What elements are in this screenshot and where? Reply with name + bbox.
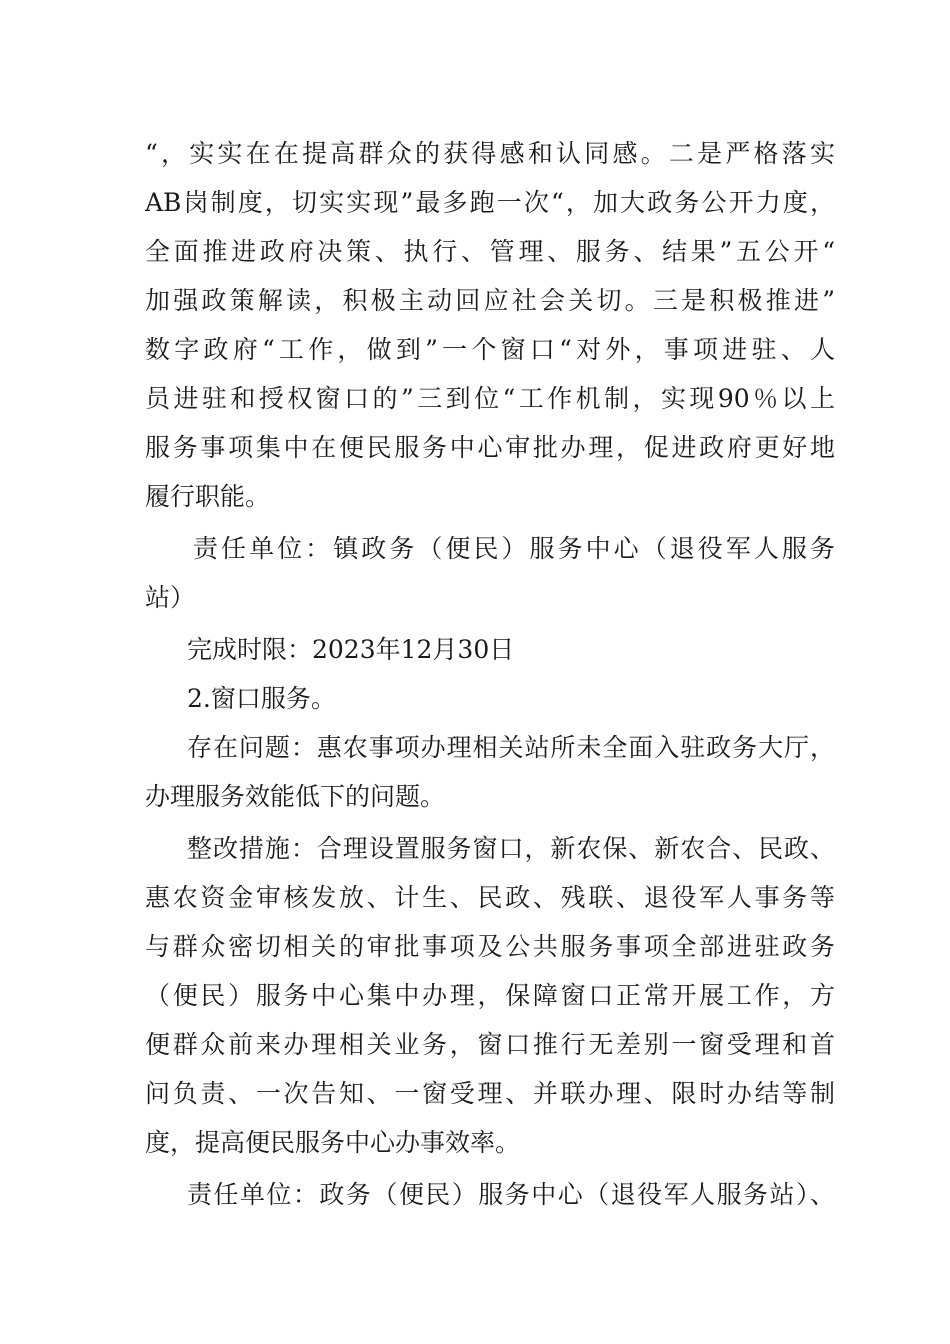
paragraph-rectification-measures <box>145 824 835 1167</box>
text-line: （便民）服务中心集中办理，保障窗口正常开展工作，方 <box>145 981 835 1010</box>
text-line: 便群众前来办理相关业务，窗口推行无差别一窗受理和首 <box>145 1030 835 1059</box>
text-line: 站） <box>145 583 196 612</box>
text-line: 惠农资金审核发放、计生、民政、残联、退役军人事务等 <box>145 883 835 912</box>
text-line: 加强政策解读，积极主动回应社会关切。三是积极推进” <box>145 286 835 315</box>
text-line: AB岗制度，切实实现”最多跑一次“，加大政务公开力度， <box>145 188 835 217</box>
text-line: 数字政府“工作，做到”一个窗口“对外，事项进驻、人 <box>145 335 835 364</box>
text-line: 与群众密切相关的审批事项及公共服务事项全部进驻政务 <box>145 932 835 961</box>
paragraph-responsible-unit <box>145 524 835 622</box>
text-line: 问负责、一次告知、一窗受理、并联办理、限时办结等制 <box>145 1079 835 1108</box>
text-line: 完成时限：2023年12月30日 <box>187 635 515 664</box>
text-line: 整改措施：合理设置服务窗口，新农保、新农合、民政、 <box>187 834 835 863</box>
text-line: 员进驻和授权窗口的”三到位“工作机制，实现90％以上 <box>145 384 836 413</box>
text-line: “，实实在在提高群众的获得感和认同感。二是严格落实 <box>145 139 835 168</box>
paragraph-existing-problem <box>145 723 835 821</box>
text-line: 全面推进政府决策、执行、管理、服务、结果”五公开“ <box>145 237 835 266</box>
text-line: 服务事项集中在便民服务中心审批办理，促进政府更好地 <box>145 433 835 462</box>
text-line: 存在问题：惠农事项办理相关站所未全面入驻政务大厅， <box>187 733 835 762</box>
document-body <box>145 129 835 1219</box>
section-heading: 2.窗口服务。 <box>187 684 336 713</box>
paragraph-service-measures <box>145 129 835 521</box>
text-line: 度，提高便民服务中心办事效率。 <box>145 1128 521 1157</box>
paragraph-deadline <box>145 625 835 674</box>
paragraph-responsible-unit-2 <box>145 1170 835 1219</box>
text-line: 责任单位：政务（便民）服务中心（退役军人服务站）、 <box>187 1180 835 1209</box>
text-line: 责任单位：镇政务（便民）服务中心（退役军人服务 <box>193 534 835 563</box>
paragraph-section-heading <box>145 674 835 723</box>
text-line: 履行职能。 <box>145 482 271 511</box>
text-line: 办理服务效能低下的问题。 <box>145 782 446 811</box>
